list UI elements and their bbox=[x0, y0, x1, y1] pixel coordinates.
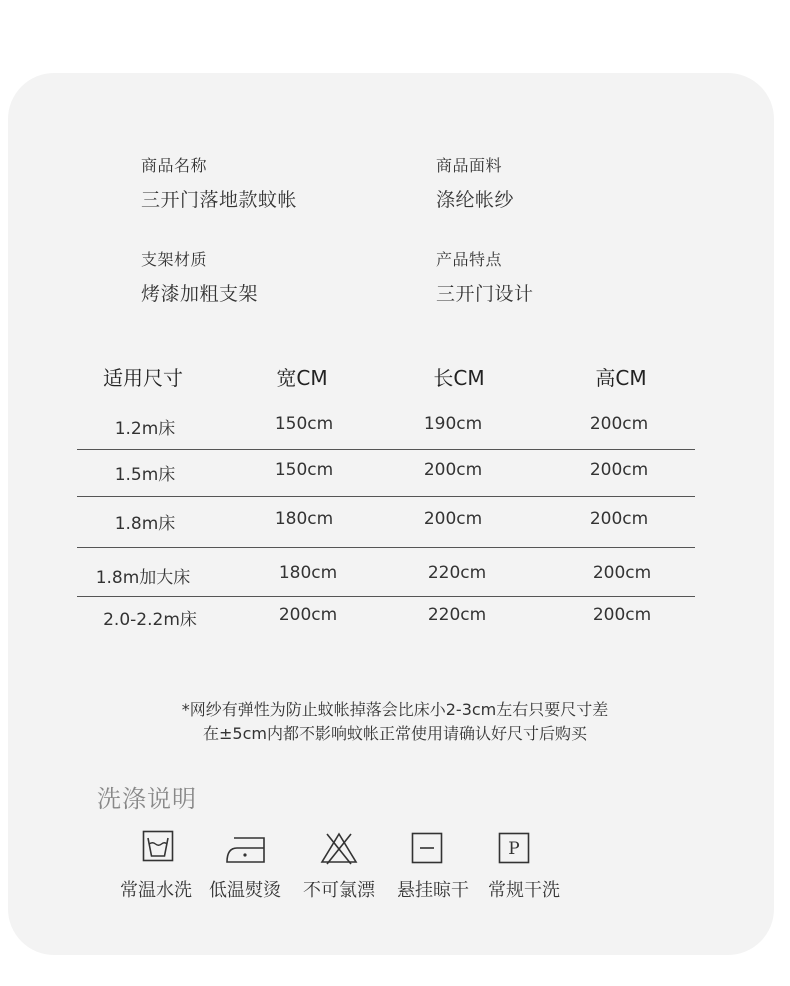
table-cell: 200cm bbox=[423, 460, 483, 480]
attr-value: 三开门设计 bbox=[436, 283, 534, 305]
table-cell: 220cm bbox=[427, 605, 487, 625]
table-cell: 1.5m床 bbox=[114, 465, 176, 485]
size-note-line1: *网纱有弹性为防止蚊帐掉落会比床小2-3cm左右只要尺寸差 bbox=[181, 700, 609, 719]
table-header-length: 长CM bbox=[433, 366, 485, 390]
care-title: 洗涤说明 bbox=[97, 785, 197, 813]
hang-dry-icon bbox=[411, 832, 443, 864]
attr-value: 烤漆加粗支架 bbox=[141, 283, 259, 305]
table-cell: 180cm bbox=[274, 509, 334, 529]
table-cell: 1.8m加大床 bbox=[95, 568, 191, 588]
row-divider bbox=[77, 449, 695, 450]
dry-clean-p-icon bbox=[498, 832, 530, 864]
row-divider bbox=[77, 496, 695, 497]
attr-fabric bbox=[436, 153, 514, 212]
attr-label: 商品面料 bbox=[436, 156, 503, 175]
table-cell: 2.0-2.2m床 bbox=[103, 610, 197, 630]
row-divider bbox=[77, 547, 695, 548]
care-label-iron: 低温熨烫 bbox=[209, 880, 281, 901]
table-cell: 1.8m床 bbox=[114, 514, 176, 534]
table-cell: 200cm bbox=[592, 563, 652, 583]
no-bleach-icon bbox=[320, 831, 358, 865]
table-cell: 180cm bbox=[278, 563, 338, 583]
attr-feature bbox=[436, 247, 534, 306]
table-cell: 150cm bbox=[274, 460, 334, 480]
table-cell: 200cm bbox=[278, 605, 338, 625]
attr-value: 涤纶帐纱 bbox=[436, 189, 515, 211]
size-note-line2: 在±5cm内都不影响蚊帐正常使用请确认好尺寸后购买 bbox=[203, 724, 587, 743]
row-divider bbox=[77, 596, 695, 597]
table-cell: 150cm bbox=[274, 414, 334, 434]
iron-icon bbox=[224, 834, 268, 864]
care-label-dryclean: 常规干洗 bbox=[488, 880, 560, 901]
p-glyph: P bbox=[508, 839, 520, 859]
attr-label: 商品名称 bbox=[141, 156, 208, 175]
table-header-size: 适用尺寸 bbox=[103, 366, 183, 390]
table-cell: 200cm bbox=[589, 460, 649, 480]
table-cell: 200cm bbox=[589, 509, 649, 529]
attr-value: 三开门落地款蚊帐 bbox=[141, 189, 298, 211]
care-label-dry: 悬挂晾干 bbox=[397, 880, 469, 901]
table-header-width: 宽CM bbox=[276, 366, 328, 390]
table-cell: 200cm bbox=[592, 605, 652, 625]
table-header-height: 高CM bbox=[595, 366, 647, 390]
attr-product-name bbox=[141, 153, 297, 212]
washtub-icon bbox=[142, 830, 174, 862]
table-cell: 220cm bbox=[427, 563, 487, 583]
table-cell: 1.2m床 bbox=[114, 419, 176, 439]
care-label-wash: 常温水洗 bbox=[120, 880, 192, 901]
table-cell: 190cm bbox=[423, 414, 483, 434]
table-cell: 200cm bbox=[589, 414, 649, 434]
attr-label: 产品特点 bbox=[436, 250, 503, 269]
attr-label: 支架材质 bbox=[141, 250, 208, 269]
care-label-bleach: 不可氯漂 bbox=[303, 880, 375, 901]
attr-frame-material bbox=[141, 247, 258, 306]
table-cell: 200cm bbox=[423, 509, 483, 529]
